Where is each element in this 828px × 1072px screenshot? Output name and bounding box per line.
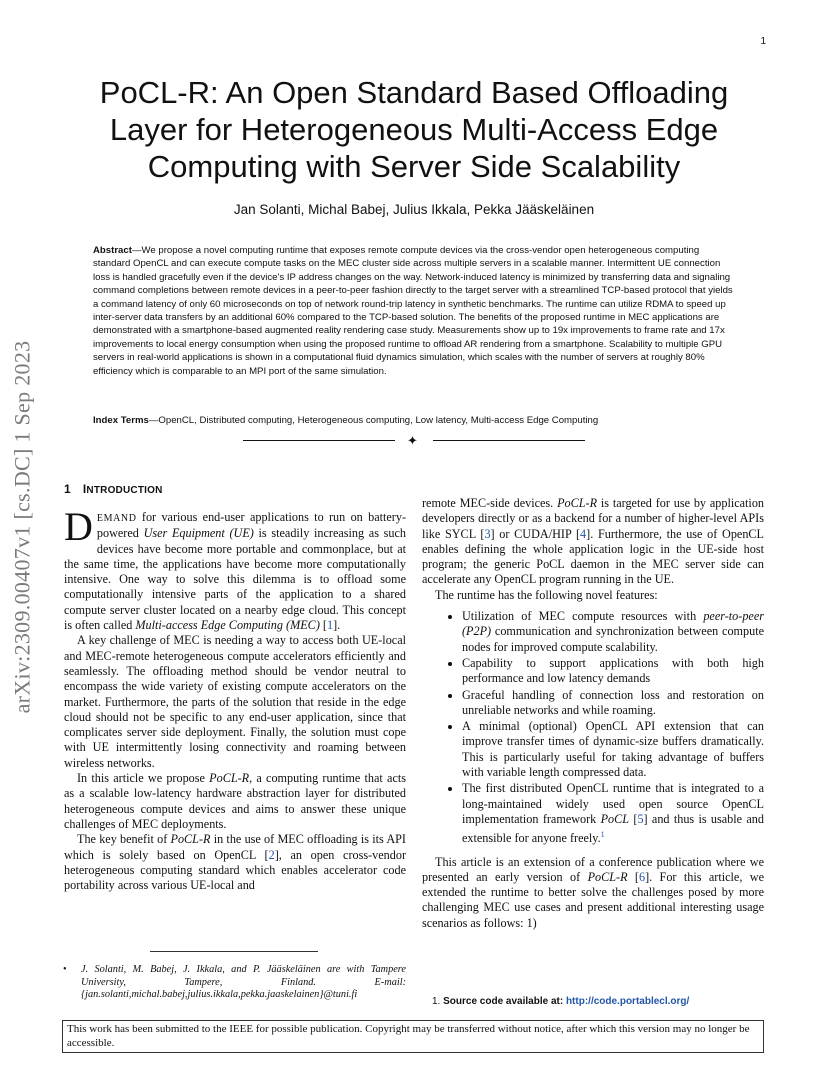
text-run: ] and thus is usable and extensible for anyone freely.	[462, 811, 764, 846]
arxiv-id: arXiv:2309.00407v1 [cs.DC] 1 Sep 2023	[9, 340, 34, 714]
index-terms-text: —OpenCL, Distributed computing, Heterogeneous computing, Low latency, Multi-access Edge Computing	[148, 415, 599, 426]
text-run: A minimal (optional) OpenCL API extension that can improve transfer times of dynamic-size buffers dramatically. This is particularly useful for taking advantage of buffers with variable length compressed data.	[462, 719, 764, 780]
divider-star-icon: ✦	[407, 433, 418, 448]
citation-link[interactable]: 5	[637, 811, 644, 826]
term-pocl-r: PoCL-R	[587, 869, 628, 884]
text-run: [	[629, 811, 638, 826]
term-pocl-r: PoCL-R	[209, 771, 250, 786]
left-column	[64, 482, 406, 893]
text-run: in the use of MEC offloading is its API which is solely based on OpenCL [	[64, 832, 406, 862]
text-run: is steadily increasing as such devices have become more portable and commonplace, but at the same time, the applications have become more computationally intensive. One way to solve this dilemma is to offload some computationally intensive parts of the application to a shared compute server cluster located on a nearby edge cloud. This concept is often called	[64, 526, 406, 633]
paragraph-intro-3	[64, 771, 406, 832]
citation-link[interactable]: 3	[484, 526, 491, 541]
index-terms	[93, 414, 738, 427]
section-title-rest: NTRODUCTION	[86, 485, 163, 496]
feature-item	[462, 609, 764, 655]
section-heading	[64, 482, 406, 496]
section-number: 1	[64, 482, 71, 496]
text-run: The key benefit of	[77, 832, 171, 847]
footnote-number: 1.	[432, 996, 444, 1007]
section-divider	[243, 434, 585, 448]
paragraph-right-2: The runtime has the following novel features:	[435, 587, 658, 602]
text-run: ]. Furthermore, the use of OpenCL enables defining the whole application logic in the UE-side host program; the generic PoCL daemon in the MEC server side can accelerate any OpenCL program running in the UE.	[422, 526, 764, 587]
citation-link[interactable]: 6	[638, 869, 646, 884]
term-mec: Multi-access Edge Computing (MEC)	[135, 618, 320, 633]
text-run: communication and synchronization between compute nodes for improved compute scalability.	[462, 624, 764, 654]
paragraph-intro-1	[64, 504, 406, 633]
text-run: ] or CUDA/HIP [	[490, 526, 581, 541]
divider-line-left	[243, 440, 395, 441]
citation-link[interactable]: 4	[580, 526, 587, 541]
term-ue: User Equipment (UE)	[143, 526, 254, 541]
term-p2p: peer-to-peer (P2P)	[462, 609, 764, 639]
footnote-marker[interactable]: 1	[600, 830, 605, 840]
abstract-text: —We propose a novel computing runtime that exposes remote compute devices via the cross-vendor open heterogeneous computing standard OpenCL and can execute compute tasks on the MEC cluster side across multiple servers in a scalable manner. Intermittent UE connection loss is handled gracefully even if the device's IP address changes on the way. Network-induced latency is minimized by transferring data and signaling command completions between remote devices in a peer-to-peer fashion directly to the target server with a streamlined TCP-based protocol that yields a command latency of only 60 microseconds on top of network round-trip latency in synthetic benchmarks. The runtime can utilize RDMA to speed up inter-server data transfers by an additional 60% compared to the TCP-based solution. The benefits of the proposed runtime in MEC applications are demonstrated with a smartphone-based augmented reality rendering case study. Measurements show up to 19x improvements to frame rate and 17x improvements to local energy consumption when using the proposed runtime to offload AR rendering from a smartphone. Scalability to multiple GPU servers in real-world applications is shown in a computational fluid dynamics simulation, which scales with the number of servers at roughly 80% efficiency which is comparable to an MPI port of the same simulation.	[93, 245, 733, 377]
text-run: Utilization of MEC compute resources with	[462, 609, 704, 624]
paragraph-right-1	[422, 496, 764, 588]
feature-item	[462, 656, 764, 687]
abstract	[93, 244, 738, 378]
paper-title: PoCL-R: An Open Standard Based Offloading Layer for Heterogeneous Multi-Access Edge Computing with Server Side Scalability	[99, 75, 729, 184]
source-footnote	[432, 996, 762, 1007]
text-run: [	[319, 618, 327, 633]
divider-line-right	[433, 440, 585, 441]
text-run: ]. For this article, we extended the runtime to better solve the challenges posed by more challenging MEC use cases and present additional interesting usage scenarios as follows: 1)	[422, 869, 764, 930]
page-number: 1	[760, 36, 766, 47]
paragraph-intro-2: A key challenge of MEC is needing a way to access both UE-local and MEC-remote heterogeneous compute accelerators efficiently and seamlessly. The offloading method should be vendor neutral to encompass the wide variety of existing compute accelerators on the market. Furthermore, the parts of the solution that reside in the edge cloud should not be specific to any end-user application, since that complicates server side deployment. Finally, the solution must cope with UE intermittently losing connectivity and roaming between wireless networks.	[64, 633, 406, 770]
text-run: [	[627, 869, 639, 884]
term-pocl-r: PoCL-R	[170, 832, 211, 847]
text-run: , a computing runtime that acts as a scalable low-latency hardware abstraction layer for distributed heterogeneous compute devices and aims to answer these unique challenges of MEC deployments.	[64, 771, 406, 831]
term-pocl: PoCL	[600, 811, 630, 826]
author-affiliation: J. Solanti, M. Babej, J. Ikkala, and P. Jääskeläinen are with Tampere University, Tampere, Finland. E-mail: {jan.solanti,michal.babej,julius.ikkala,pekka.jaaskelainen}@tuni.fi	[81, 964, 406, 1001]
arxiv-watermark	[2, 292, 42, 762]
footnote-rule	[150, 951, 318, 952]
footnote-label: Source code available at:	[443, 996, 566, 1007]
bullet-icon: •	[63, 964, 67, 975]
text-run: This article is an extension of a conference publication where we presented an early version of	[422, 854, 764, 884]
abstract-label: Abstract	[93, 245, 132, 256]
paragraph-right-3	[422, 855, 764, 931]
text-run: In this article we propose	[77, 771, 210, 786]
citation-link[interactable]: 2	[268, 847, 275, 862]
drop-cap: D	[64, 504, 93, 549]
text-run: Capability to support applications with both high performance and low latency demands	[462, 655, 764, 686]
text-run: remote MEC-side devices.	[422, 496, 558, 510]
text-run: ], an open cross-vendor heterogeneous computing standard which enables accelerator code portability across various UE-local and	[64, 847, 407, 893]
text-run: Graceful handling of connection loss and restoration on unreliable networks and while roaming.	[462, 687, 764, 717]
authors: Jan Solanti, Michal Babej, Julius Ikkala, Pekka Jääskeläinen	[233, 202, 595, 217]
feature-item	[462, 781, 764, 846]
term-pocl-r: PoCL-R	[557, 496, 598, 510]
author-footnote	[64, 964, 406, 1002]
index-terms-label: Index Terms	[93, 415, 149, 426]
text-run: for various end-user applications to run on battery-powered	[96, 510, 406, 541]
copyright-notice: This work has been submitted to the IEEE for possible publication. Copyright may be transferred without notice, after which this version may no longer be accessible.	[62, 1020, 764, 1053]
feature-list	[422, 609, 764, 847]
text-run: ].	[333, 618, 341, 633]
citation-link[interactable]: 1	[326, 618, 334, 633]
paragraph-intro-4	[64, 832, 406, 893]
section-title-first: I	[82, 482, 87, 496]
feature-item	[462, 719, 764, 780]
text-run: is targeted for use by application developers directly or as a backend for a number of higher-level APIs like SYCL [	[422, 496, 765, 541]
source-code-link[interactable]: http://code.portablecl.org/	[565, 996, 690, 1007]
text-run: The first distributed OpenCL runtime that is integrated to a long-maintained widely used open source OpenCL implementation framework	[462, 781, 764, 826]
right-column	[422, 496, 764, 931]
feature-item	[462, 688, 764, 719]
smallcaps-word: EMAND	[96, 513, 137, 524]
